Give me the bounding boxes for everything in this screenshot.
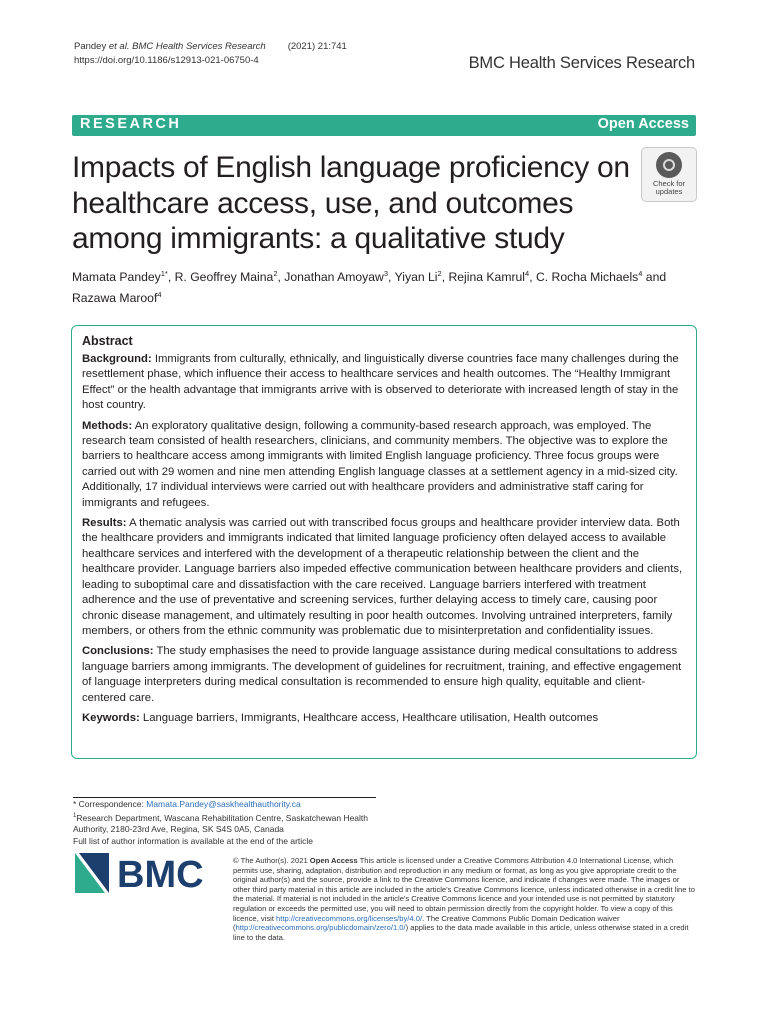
- citation-year: (2021) 21:741: [287, 41, 347, 52]
- abstract-box: [71, 325, 697, 759]
- check-for-updates-icon: [656, 152, 682, 178]
- article-citation: [74, 40, 347, 68]
- check-for-updates-button[interactable]: [641, 147, 697, 202]
- author-name[interactable]: Razawa Maroof$^4$: [72, 290, 162, 306]
- affiliation: $^1$Research Department, Wascana Rehabilitation Centre, Saskatchewan Health Authority, 2180-23rd Ave, Regina, SK S4S 0A5, Canada: [73, 812, 369, 835]
- author-name[interactable]: Rejina Kamrul$^4$: [448, 269, 530, 285]
- abstract-heading: Abstract: [82, 334, 133, 348]
- open-access-label: Open Access: [597, 116, 689, 132]
- license-statement: © The Author(s). 2021 Open Access This article is licensed under a Creative Commons Attribution 4.0 International License, which permits use, sharing, adaptation, distribution and reproduction in any medium or format, as long as you give appropriate credit to the original author(s) and the source, provide a link to the Creative Commons licence, and indicate if changes were made. The images or other third party material in this article are included in the article's Creative Commons licence, unless indicated otherwise in a credit line to the material. If material is not included in the article's Creative Commons licence and your intended use is not permitted by statutory regulation or exceeds the permitted use, you will need to obtain permission directly from the copyright holder. To view a copy of this licence, visit http://creativecommons.org/licenses/by/4.0/. The Creative Commons Public Domain Dedication waiver (http://creativecommons.org/publicdomain/zero/1.0/) applies to the data made available in this article, unless otherwise stated in a credit line to the data.: [233, 856, 695, 942]
- abstract-keywords: Keywords: Language barriers, Immigrants, Healthcare access, Healthcare utilisation, Health outcomes: [82, 711, 599, 724]
- journal-name: BMC Health Services Research: [468, 54, 695, 72]
- citation-line: [74, 40, 347, 54]
- citation-journal: et al. BMC Health Services Research: [108, 41, 266, 52]
- section-banner: [72, 115, 696, 136]
- doi-link[interactable]: https://doi.org/10.1186/s12913-021-06750-4: [74, 55, 259, 66]
- correspondence-email-link[interactable]: Mamata.Pandey@saskhealthauthority.ca: [146, 799, 301, 809]
- author-info-note: Full list of author information is available at the end of the article: [73, 836, 314, 847]
- cc-by-license-link[interactable]: http://creativecommons.org/licenses/by/4.0/: [276, 913, 423, 923]
- check-for-updates-label: Check for updates: [652, 179, 686, 196]
- author-name[interactable]: R. Geoffrey Maina$^2$: [174, 269, 278, 285]
- author-name[interactable]: Mamata Pandey$^{1*}$: [72, 269, 168, 285]
- citation-authors: Pandey: [74, 41, 109, 52]
- correspondence: * Correspondence: Mamata.Pandey@saskhealthauthority.ca: [73, 799, 301, 809]
- cc-zero-waiver-link[interactable]: http://creativecommons.org/publicdomain/zero/1.0/: [235, 923, 406, 933]
- abstract-methods: Methods: An exploratory qualitative design, following a community-based research approach, was employed. The research team consisted of health researchers, clinicians, and community members. The objective was to explore the barriers to healthcare access among immigrants with limited English language proficiency. Three focus groups were carried out with 29 women and nine men attending English language classes at a settlement agency in a mid-sized city. Additionally, 17 individual interviews were carried out with healthcare providers and administrative staff caring for immigrants and refugees.: [82, 419, 678, 509]
- footnotes: [73, 799, 393, 848]
- bmc-logo-text: BMC: [117, 854, 204, 895]
- author-list: Mamata Pandey$^{1*}$, R. Geoffrey Maina$^2$, Jonathan Amoyaw$^3$, Yiyan Li$^2$, Rejina Kamrul$^4$, C. Rocha Michaels$^4$ and Razawa Maroof$^4$: [72, 269, 667, 306]
- author-name[interactable]: Jonathan Amoyaw$^3$: [284, 269, 389, 285]
- author-name[interactable]: Yiyan Li$^2$: [394, 269, 442, 285]
- abstract-conclusions: Conclusions: The study emphasises the need to provide language assistance during medical consultations to address language barriers among immigrants. The development of guidelines for recruitment, training, and effective engagement of language interpreters during medical consultation is recommended to ensure high quality, equitable and client-centered care.: [82, 645, 682, 704]
- article-title: Impacts of English language proficiency on healthcare access, use, and outcomes among immigrants: a qualitative study: [72, 151, 630, 255]
- abstract-background: Background: Immigrants from culturally, ethnically, and linguistically diverse countries face many challenges during the resettlement phase, which influence their access to healthcare services and health outcomes. The “Healthy Immigrant Effect” or the health advantage that immigrants arrive with is observed to deteriorate with increased length of stay in the host country.: [82, 353, 679, 412]
- abstract-results: Results: A thematic analysis was carried out with transcribed focus groups and healthcare provider interview data. Both the healthcare providers and immigrants indicated that limited language proficiency often delayed access to available healthcare services and interfered with the development of a therapeutic relationship between the client and the healthcare provider. Language barriers also impeded effective communication between healthcare providers and clients, leading to suboptimal care and dissatisfaction with the care received. Language barriers interfered with treatment adherence and the use of preventative and screening services, further delaying access to timely care, causing poor chronic disease management, and ultimately resulting in poor health outcomes. Involving untrained interpreters, family members, or others from the ethnic community was problematic due to misinterpretation and confidentiality issues.: [82, 517, 683, 637]
- bmc-logo: [73, 851, 219, 895]
- section-label: RESEARCH: [80, 116, 182, 132]
- footnote-divider: [73, 797, 376, 798]
- author-name[interactable]: C. Rocha Michaels$^4$: [535, 269, 643, 285]
